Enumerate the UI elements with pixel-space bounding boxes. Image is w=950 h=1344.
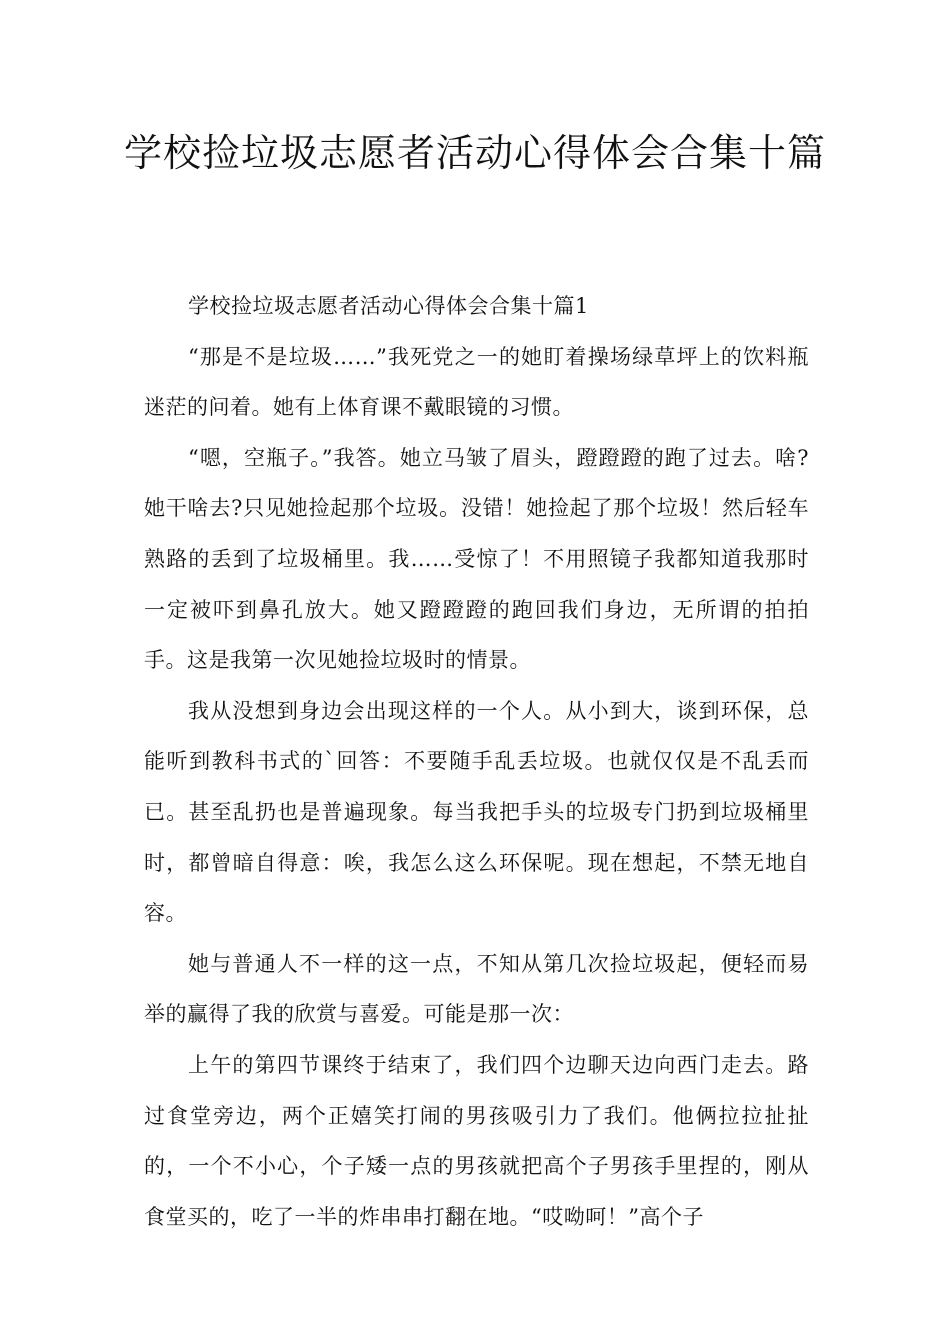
document-body [144, 281, 809, 1242]
paragraph: “嗯，空瓶子。”我答。她立马皱了眉头，蹬蹬蹬的跑了过去。啥?她干啥去?只见她捡起那个垃圾。没错！她捡起了那个垃圾！然后轻车熟路的丢到了垃圾桶里。我……受惊了！不用照镜子我都知道我那时一定被吓到鼻孔放大。她又蹬蹬蹬的跑回我们身边，无所谓的拍拍手。这是我第一次见她捡垃圾时的情景。 [144, 445, 809, 673]
section-heading: 学校捡垃圾志愿者活动心得体会合集十篇1 [188, 294, 589, 318]
paragraph: 上午的第四节课终于结束了，我们四个边聊天边向西门走去。路过食堂旁边，两个正嬉笑打闹的男孩吸引力了我们。他俩拉拉扯扯的，一个不小心，个子矮一点的男孩就把高个子男孩手里捏的，刚从食堂买的，吃了一半的炸串串打翻在地。“哎呦呵！”高个子 [144, 1052, 809, 1229]
paragraph: 她与普通人不一样的这一点，不知从第几次捡垃圾起，便轻而易举的赢得了我的欣赏与喜爱。可能是那一次： [144, 951, 809, 1027]
paragraph: “那是不是垃圾……”我死党之一的她盯着操场绿草坪上的饮料瓶迷茫的问着。她有上体育课不戴眼镜的习惯。 [144, 344, 809, 420]
paragraph: 我从没想到身边会出现这样的一个人。从小到大，谈到环保，总能听到教科书式的`回答：不要随手乱丢垃圾。也就仅仅是不乱丢而已。甚至乱扔也是普遍现象。每当我把手头的垃圾专门扔到垃圾桶里时，都曾暗自得意：唉，我怎么这么环保呢。现在想起，不禁无地自容。 [144, 698, 809, 926]
document-title: 学校捡垃圾志愿者活动心得体会合集十篇 [123, 131, 826, 175]
